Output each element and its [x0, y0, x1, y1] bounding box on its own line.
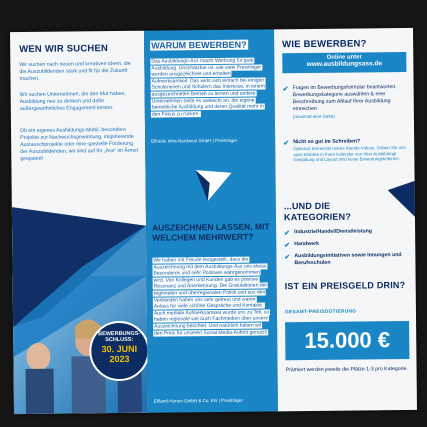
heading-preisgeld: IST EIN PREISGELD DRIN? — [284, 279, 406, 292]
arrow-logo-icon — [193, 165, 233, 205]
step-1 — [283, 84, 407, 120]
badge-label-1: BEWERBUNGS- — [98, 330, 141, 338]
quote-2-text: Wir haben mit Freude festgestellt, dass die Auszeichnung mit dem Ausbildungs-Ass uns etwas Besonderes und sehr Positives wahrgenommen wird. Von Kollegen und Kunden gab es positive Resonanz und Anerkennung. Die Gratulationen der regionalen und überregionalen Politik und aus den Verbänden haben uns sehr gefreut und waren Anlass für viele schöne Gespräche und Kontakte. Auch mediale Aufmerksamkeit wurde uns zu Teil, so haben regionale wie auch Fachmedien über unsere Auszeichnung berichtet. Und natürlich haben wir den Preis für unseren Social Media-Auftritt genutzt! — [153, 256, 270, 337]
quote-1-text: Das Ausbildungs-Ass macht Werbung für gute Ausbildung. Unschätzbar ist, wie viele Preisträger werden ausgezeichnet und erhalten Aufmerksamkeit. Das wirkt sich einfach bei einigen Schülerinnen und Schülern das Interesse, in einem ausgezeichneten Betrieb zu lernen und andere Unternehmen treibt es vielleicht an, die eigene betriebliche Ausbildung und deren Qualität mehr in den Fokus zu rücken. — [151, 57, 265, 118]
heading-warum-bewerben — [150, 40, 248, 51]
people-photo-graphic — [12, 206, 148, 414]
flyer — [10, 28, 417, 414]
middle-panel — [144, 29, 278, 412]
heading-kategorien: ...UND DIE KATEGORIEN? — [283, 200, 352, 222]
quote-2-author: Effland-Horten GmbH & Co. KG | Preisträger — [153, 397, 244, 404]
online-label: Online unter — [326, 54, 362, 61]
badge-date-1: 30. JUNI — [101, 343, 138, 355]
left-paragraph-3: Ob ein eigenes Ausbildungs-Mobil, besondere Projekte zur Nachwuchsgewinnung, inspirierende Austauschprojekte oder eine spezielle Förderung der Auszubildenden, wir sind auf Ihr „Ass“ im Ärmel gespannt! — [20, 126, 138, 163]
middle-quote-1 — [150, 57, 269, 118]
left-paragraph-2: Wir suchen Unternehmen, die den Mut haben, Ausbildung neu zu denken und dafür außergewöhnliches Engagement leisten. — [19, 90, 126, 113]
badge-label-2: SCHLUSS: — [105, 336, 134, 344]
online-url: www.ausbildungsass.de — [306, 60, 383, 69]
step-1-note: (maximal eine Seite) — [292, 113, 335, 120]
category-2 — [284, 240, 408, 248]
heading-warum-label: WARUM BEWERBEN? — [151, 39, 247, 51]
checkmark-icon: ✔ — [283, 140, 290, 148]
step-2-text: Nicht so gut im Schreiben? — [293, 138, 361, 146]
prize-amount: 15.000 € — [304, 327, 391, 354]
heading-auszeichnen: AUSZEICHNEN LASSEN, MIT WELCHEM MEHRWERT? — [152, 221, 270, 243]
prize-box — [285, 321, 409, 360]
left-panel — [10, 31, 148, 414]
heading-wen-wir-suchen: WEN WIR SUCHEN — [19, 43, 109, 56]
checkmark-icon: ✔ — [284, 242, 291, 250]
heading-wie-bewerben: WIE BEWERBEN? — [282, 38, 367, 51]
category-1 — [284, 228, 408, 236]
left-paragraph-1: Wir suchen nach neuen und kreativen Ideen, die die Auszubildenden stark und fit für die Zukunft machen. — [19, 60, 131, 83]
category-1-label: Industrie/Handel/Dienstleistung — [294, 228, 372, 236]
prize-label: GESAMT-PREISDOTIERUNG — [284, 309, 357, 316]
checkmark-icon: ✔ — [284, 254, 291, 262]
category-3-label: Ausbildungsinitiativen sowie Innungen und Berufsschulen — [294, 252, 402, 267]
checkmark-icon: ✔ — [282, 86, 289, 94]
category-2-label: Handwerk — [294, 240, 320, 248]
middle-quote-2 — [152, 256, 271, 336]
online-box — [282, 52, 406, 73]
step-2-note: Optional: Einreichen eines iHandy-Videos. Geben Sie uns auch Einblick in Ihren Kalender von Ihrer Ausbildung! Gestaltung und Layout sind keine Bewertungskriterien. — [293, 144, 406, 163]
step-1-text: Fragen im Bewerbungsformular beantworten. Bewerbungskategorie auswählen & eine Beschreibung zum Ablauf Ihrer Ausbildung einreichen — [292, 84, 397, 113]
quote-1-author: Elfriede Infra-Nordwest GmbH | Preisträger — [151, 137, 238, 144]
prize-note: Prämiert werden jeweils die Plätze 1-3 pro Kategorie. — [285, 365, 408, 374]
checkmark-icon: ✔ — [284, 230, 291, 238]
step-2 — [283, 138, 407, 163]
right-panel — [274, 28, 417, 411]
deadline-badge — [89, 321, 148, 382]
category-3 — [284, 252, 408, 267]
badge-date-2: 2023 — [109, 353, 130, 365]
